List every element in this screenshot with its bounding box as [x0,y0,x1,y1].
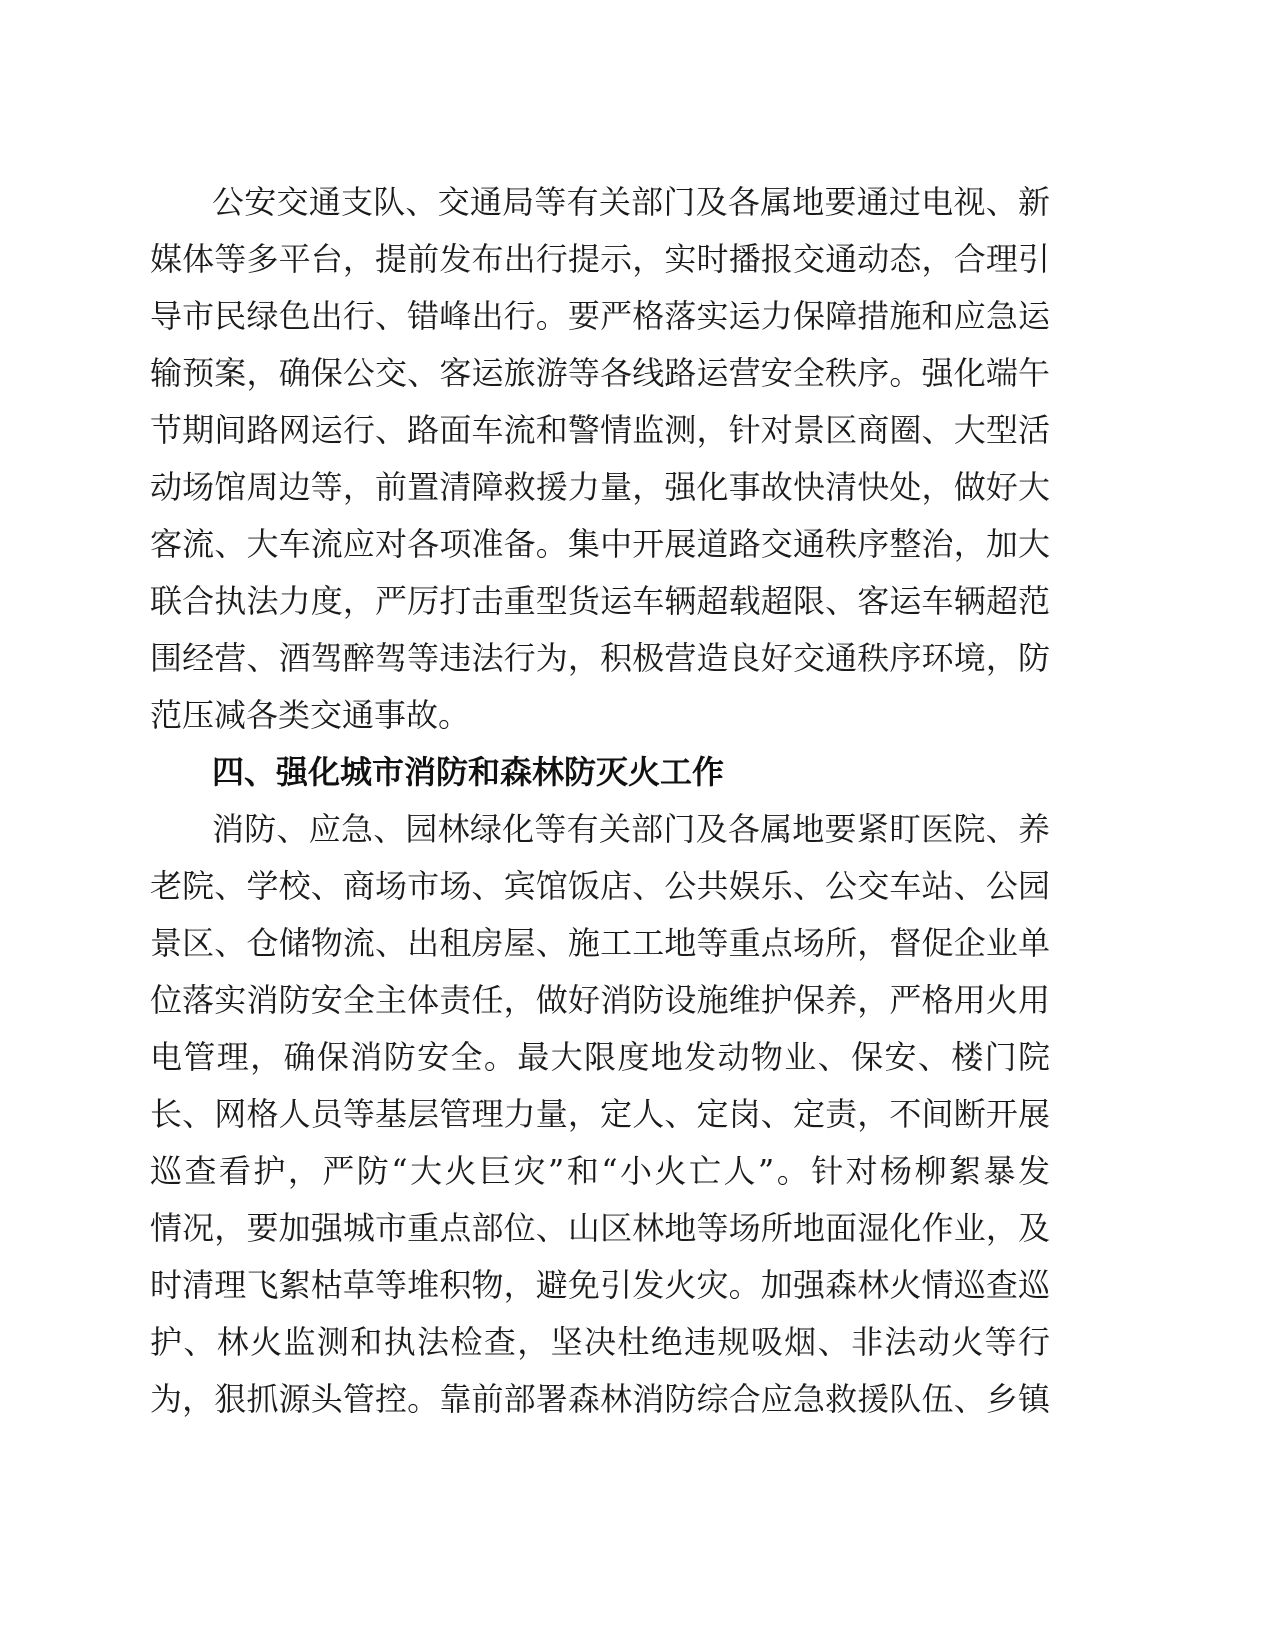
paragraph-1-line: 客流、大车流应对各项准备。集中开展道路交通秩序整治，加大 [150,525,1050,563]
paragraph-1-line: 输预案，确保公交、客运旅游等各线路运营安全秩序。强化端午 [150,354,1050,392]
paragraph-1-line: 媒体等多平台，提前发布出行提示，实时播报交通动态，合理引 [150,240,1050,278]
paragraph-2-line: 电管理，确保消防安全。最大限度地发动物业、保安、楼门院 [150,1038,1050,1076]
section-heading: 四、强化城市消防和森林防灭火工作 [212,753,725,791]
paragraph-1-line: 围经营、酒驾醉驾等违法行为，积极营造良好交通秩序环境，防 [150,639,1050,677]
paragraph-1-line: 范压减各类交通事故。 [150,696,471,734]
paragraph-1-line: 公安交通支队、交通局等有关部门及各属地要通过电视、新 [212,183,1050,221]
paragraph-2-line: 护、林火监测和执法检查，坚决杜绝违规吸烟、非法动火等行 [150,1323,1050,1361]
paragraph-1-line: 动场馆周边等，前置清障救援力量，强化事故快清快处，做好大 [150,468,1050,506]
paragraph-1-line: 导市民绿色出行、错峰出行。要严格落实运力保障措施和应急运 [150,297,1050,335]
paragraph-2-line: 巡查看护，严防“大火巨灾”和“小火亡人”。针对杨柳絮暴发 [150,1152,1050,1190]
paragraph-2-line: 位落实消防安全主体责任，做好消防设施维护保养，严格用火用 [150,981,1050,1019]
paragraph-2-line: 老院、学校、商场市场、宾馆饭店、公共娱乐、公交车站、公园 [150,867,1050,905]
paragraph-1-line: 联合执法力度，严厉打击重型货运车辆超载超限、客运车辆超范 [150,582,1050,620]
paragraph-1-line: 节期间路网运行、路面车流和警情监测，针对景区商圈、大型活 [150,411,1050,449]
paragraph-2-line: 情况，要加强城市重点部位、山区林地等场所地面湿化作业，及 [150,1209,1050,1247]
paragraph-2-line: 为，狠抓源头管控。靠前部署森林消防综合应急救援队伍、乡镇 [150,1380,1050,1418]
paragraph-2-line: 景区、仓储物流、出租房屋、施工工地等重点场所，督促企业单 [150,924,1050,962]
paragraph-2-line: 时清理飞絮枯草等堆积物，避免引发火灾。加强森林火情巡查巡 [150,1266,1050,1304]
paragraph-2-line: 消防、应急、园林绿化等有关部门及各属地要紧盯医院、养 [212,810,1050,848]
paragraph-2-line: 长、网格人员等基层管理力量，定人、定岗、定责，不间断开展 [150,1095,1050,1133]
